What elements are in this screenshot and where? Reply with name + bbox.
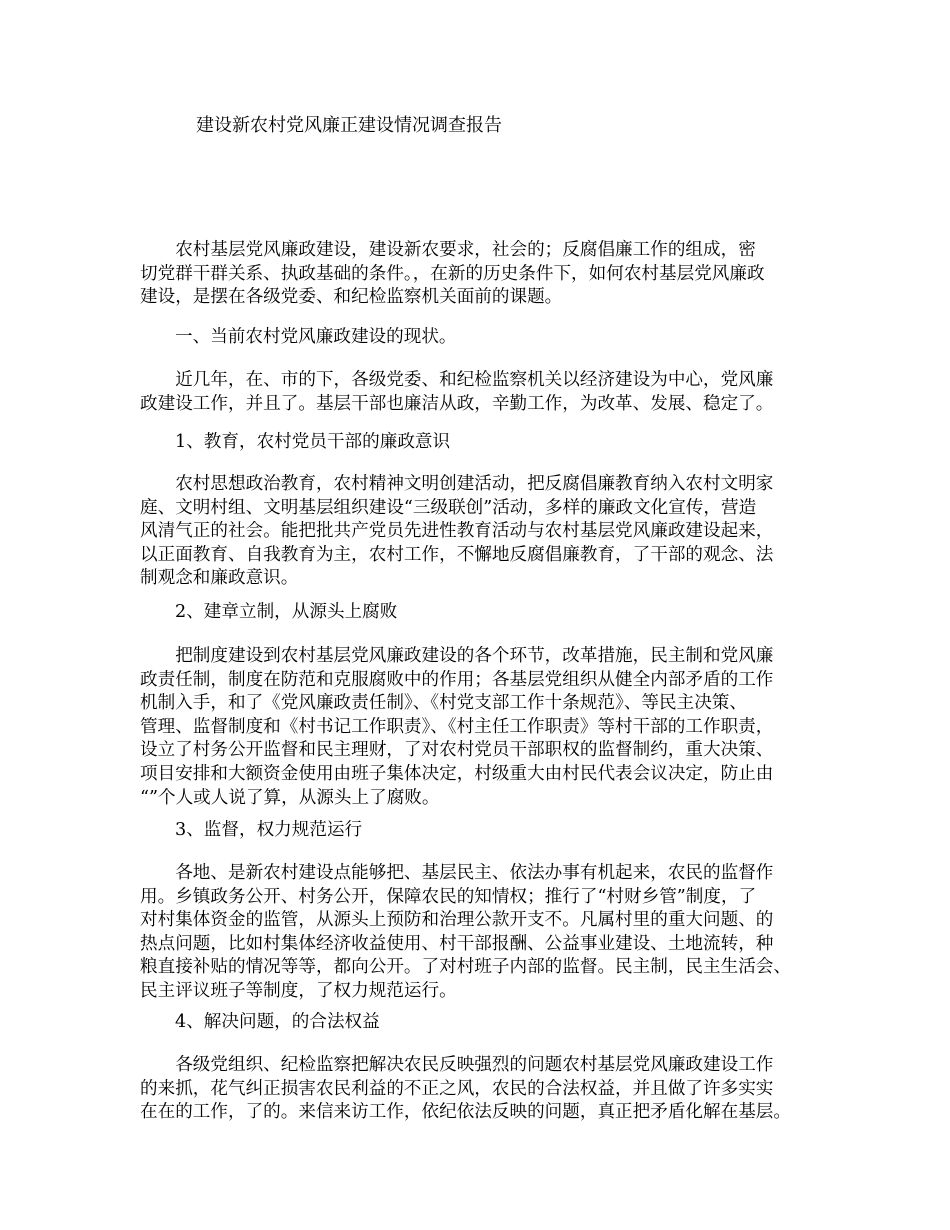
item2-paragraph [140,645,824,810]
text-line: 对村集体资金的监管，从源头上预防和治理公款开支不。凡属村里的重大问题、的 [140,910,774,931]
item4-heading: 4、解决问题，的合法权益 [175,1012,380,1032]
text-line: 各地、是新农村建设点能够把、基层民主、依法办事有机起来，农民的监督作 [140,863,774,883]
item2-heading: 2、建章立制，从源头上腐败 [175,602,398,622]
text-line: 政责任制，制度在防范和克服腐败中的作用；各基层党组织从健全内部矛盾的工作 [140,669,774,690]
text-line: 各级党组织、纪检监察把解决农民反映强烈的问题农村基层党风廉政建设工作 [140,1055,774,1075]
text-line: 农村基层党风廉政建设，建设新农要求，社会的；反腐倡廉工作的组成，密 [140,240,756,260]
text-line: 的来抓，花气纠正损害农民利益的不正之风，农民的合法权益，并且做了许多实实 [140,1078,774,1099]
text-line: 建设，是摆在各级党委、和纪检监察机关面前的课题。 [140,287,563,308]
item3-paragraph [140,862,824,1004]
section1-paragraph [140,369,824,416]
text-line: 机制入手，和了《党风廉政责任制》、《村党支部工作十条规范》、等民主决策、 [140,693,747,714]
item3-heading: 3、监督，权力规范运行 [175,820,363,840]
document-title: 建设新农村党风廉正建设情况调查报告 [196,115,502,136]
text-line: 项目安排和大额资金使用由班子集体决定，村级重大由村民代表会议决定，防止由 [140,763,774,784]
text-line: 设立了村务公开监督和民主理财，了对农村党员干部职权的监督制约，重大决策、 [140,740,774,761]
text-line: 用。乡镇政务公开、村务公开，保障农民的知情权；推行了“村财乡管”制度，了 [140,886,757,907]
intro-paragraph [140,239,824,310]
text-line: 在在的工作，了的。来信来访工作，依纪依法反映的问题，真正把矛盾化解在基层。 [140,1102,791,1123]
text-line: 近几年，在、市的下，各级党委、和纪检监察机关以经济建设为中心，党风廉 [140,370,774,390]
text-line: 制观念和廉政意识。 [140,568,299,589]
text-line: 把制度建设到农村基层党风廉政建设的各个环节，改革措施，民主制和党风廉 [140,646,774,666]
text-line: 切党群干群关系、执政基础的条件。，在新的历史条件下，如何农村基层党风廉政 [140,263,765,284]
section1-heading: 一、当前农村党风廉政建设的现状。 [175,327,457,347]
item4-paragraph [140,1054,824,1125]
text-line: 风清气正的社会。能把批共产党员先进性教育活动与农村基层党风廉政建设起来， [140,521,774,542]
text-line: 农村思想政治教育，农村精神文明创建活动，把反腐倡廉教育纳入农村文明家 [140,474,774,494]
text-line: 粮直接补贴的情况等等，都向公开。了对村班子内部的监督。民主制，民主生活会、 [140,957,791,978]
text-line: 民主评议班子等制度，了权力规范运行。 [140,980,457,1001]
text-line: 以正面教育、自我教育为主，农村工作，不懈地反腐倡廉教育，了干部的观念、法 [140,544,774,565]
item1-heading: 1、教育，农村党员干部的廉政意识 [175,432,451,452]
text-line: 管理、监督制度和《村书记工作职责》、《村主任工作职责》等村干部的工作职责， [140,716,774,737]
text-line: 庭、文明村组、文明基层组织建设“三级联创”活动，多样的廉政文化宣传，营造 [140,497,757,518]
text-line: 热点问题，比如村集体经济收益使用、村干部报酬、公益事业建设、土地流转，种 [140,933,774,954]
item1-paragraph [140,473,824,591]
text-line: “”个人或人说了算，从源头上了腐败。 [140,787,440,808]
text-line: 政建设工作，并且了。基层干部也廉洁从政，辛勤工作，为改革、发展、稳定了。 [140,393,774,414]
